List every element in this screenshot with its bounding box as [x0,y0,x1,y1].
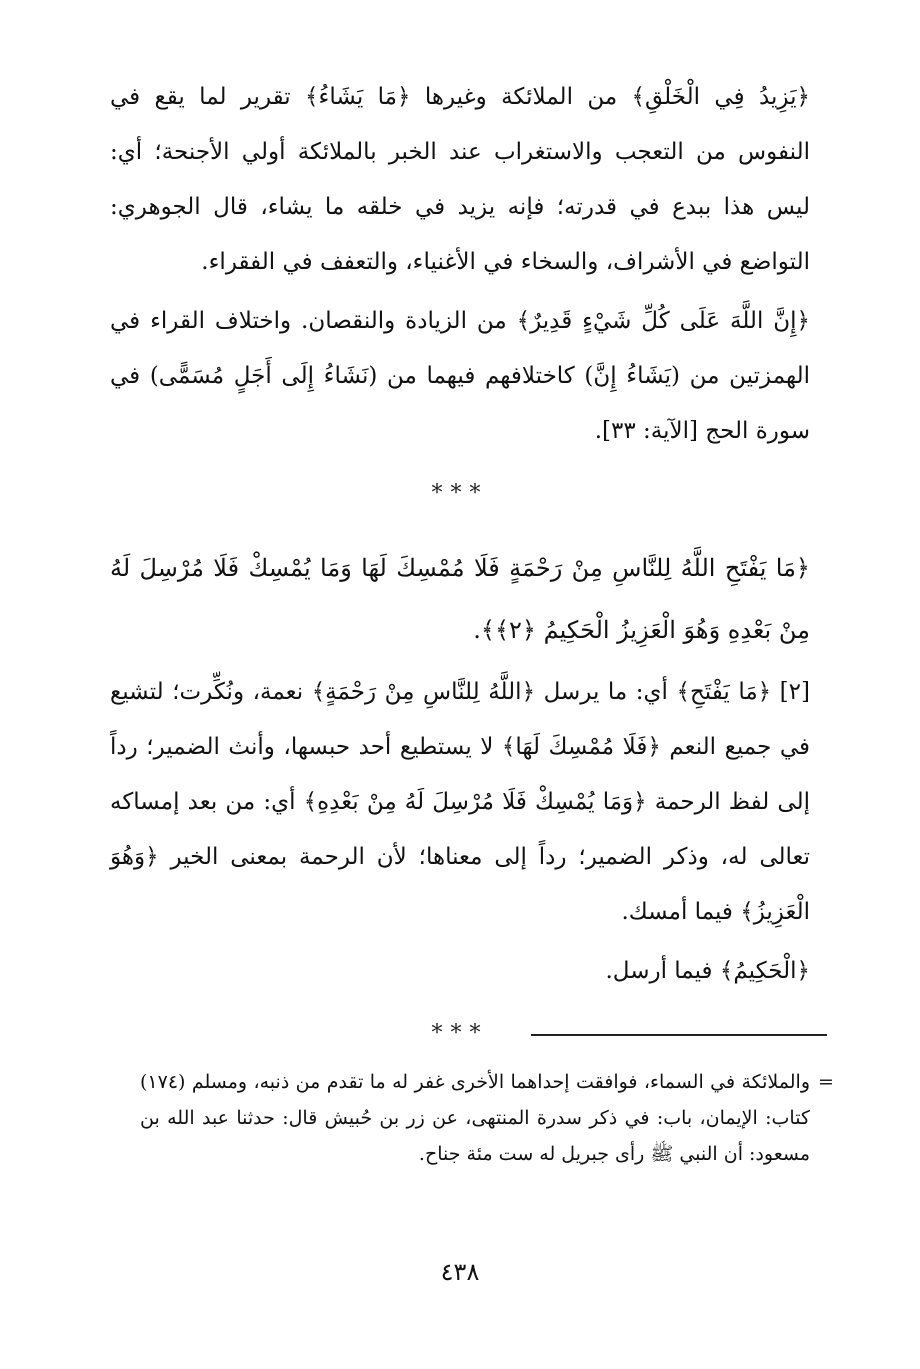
footnote-continuation-marker: = [818,1071,834,1093]
commentary-paragraph-1: ﴿يَزِيدُ فِي الْخَلْقِ﴾ من الملائكة وغيرها ﴿مَا يَشَاءُ﴾ تقرير لما يقع في النفوس من التعجب والاستغراب عند الخبر بالملائكة أولي الأجنحة؛ أي: ليس هذا ببدع في قدرته؛ فإنه يزيد في خلقه ما يشاء، قال الجوهري: التواضع في الأشراف، والسخاء في الأغنياء، والتعفف في الفقراء. [110,84,810,275]
page-number: ٤٣٨ [440,1258,480,1286]
section-separator: *** [431,1021,489,1046]
quran-verse: ﴿مَا يَفْتَحِ اللَّهُ لِلنَّاسِ مِنْ رَحْمَةٍ فَلَا مُمْسِكَ لَهَا وَمَا يُمْسِكْ فَلَا مُرْسِلَ لَهُ مِنْ بَعْدِهِ وَهُوَ الْعَزِيزُ الْحَكِيمُ ﴿٢﴾﴾. [110,554,810,644]
page-body [110,70,810,1077]
footnote-divider [531,1034,827,1036]
section-separator: *** [431,481,489,506]
commentary-paragraph-2: ﴿إِنَّ اللَّهَ عَلَى كُلِّ شَيْءٍ قَدِيرٌ﴾ من الزيادة والنقصان. واختلاف القراء في الهمزتين من (يَشَاءُ إِنَّ) كاختلافهم فيهما من (نَشَاءُ إِلَى أَجَلٍ مُسَمًّى) في سورة الحج [الآية: ٣٣]. [110,308,810,444]
commentary-paragraph-4: ﴿الْحَكِيمُ﴾ فيما أرسل. [605,958,810,984]
footnote-text: والملائكة في السماء، فوافقت إحداهما الأخرى غفر له ما تقدم من ذنبه، ومسلم (١٧٤) كتاب: الإيمان، باب: في ذكر سدرة المنتهى، عن زر بن حُبيش قال: حدثنا عبد الله بن مسعود: أن النبي ﷺ رأى جبريل له ست مئة جناح. [140,1071,810,1165]
commentary-paragraph-3: [٢] ﴿مَا يَفْتَحِ﴾ أي: ما يرسل ﴿اللَّهُ لِلنَّاسِ مِنْ رَحْمَةٍ﴾ نعمة، ونُكِّرت؛ لتشيع في جميع النعم ﴿فَلَا مُمْسِكَ لَهَا﴾ لا يستطيع أحد حبسها، وأنث الضمير؛ رداً إلى لفظ الرحمة ﴿وَمَا يُمْسِكْ فَلَا مُرْسِلَ لَهُ مِنْ بَعْدِهِ﴾ أي: من بعد إمساكه تعالى له، وذكر الضمير؛ رداً إلى معناها؛ لأن الرحمة بمعنى الخير ﴿وَهُوَ الْعَزِيزُ﴾ فيما أمسك. [110,679,810,925]
